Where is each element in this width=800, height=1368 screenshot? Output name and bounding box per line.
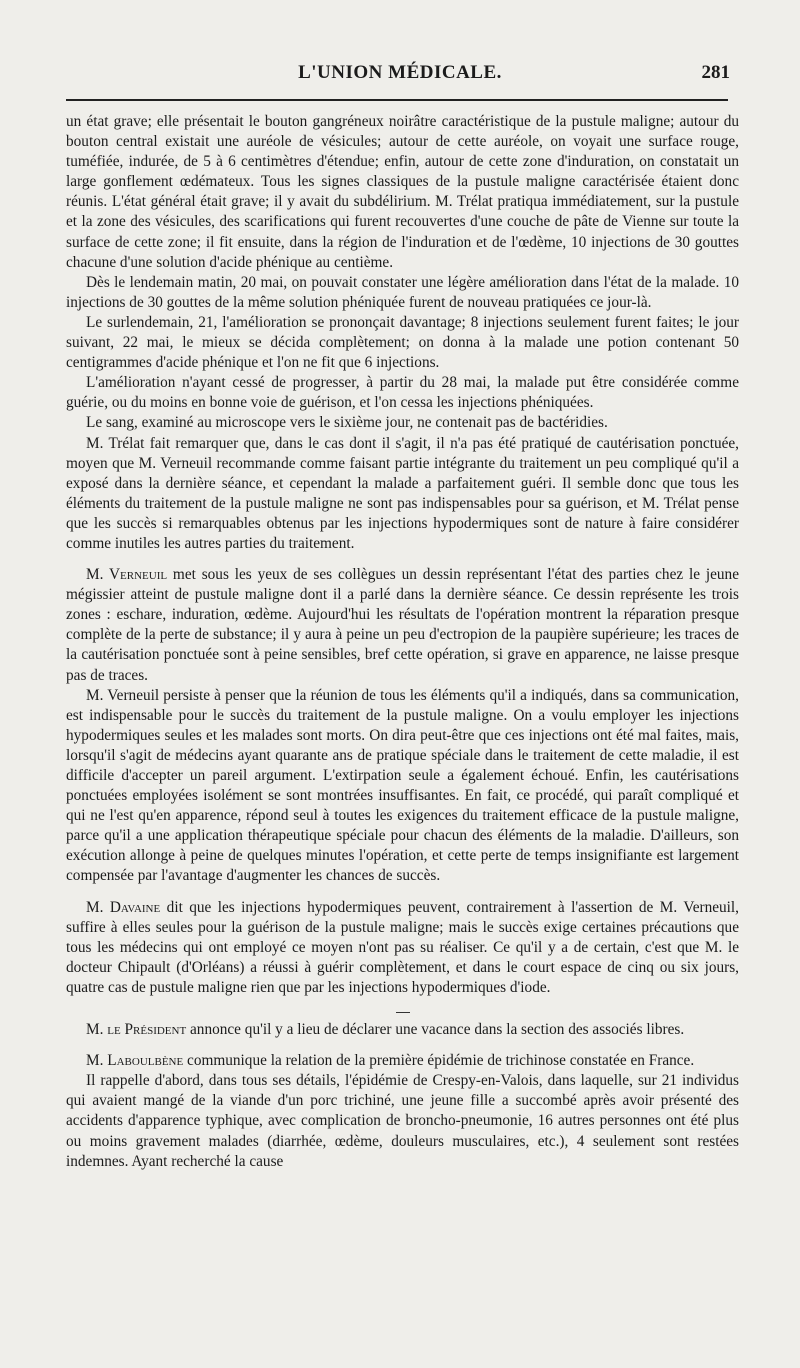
paragraph: un état grave; elle présentait le bouton gangréneux noirâtre caractéristique de la pustule maligne; autour du bouton central existait une auréole de vésicules; autour de cette auréole, on voyait une surface rouge, tuméfiée, indurée, de 5 à 6 centimètres d'étendue; enfin, autour de cette zone d'induration, on constatait un large gonflement œdémateux. Tous les signes classiques de la pustule maligne caractérisée étaient donc réunis. L'état général était grave; il y avait du subdélirium. M. Trélat pratiqua immédiatement, sur la pustule et la zone des vésicules, des scarifications qui furent recouvertes d'une couche de pâte de Vienne sur toute la surface de cette zone; il fit ensuite, dans la région de l'induration et de l'œdème, 10 injections de 30 gouttes chacune d'une solution d'acide phénique au centième. bbox=[66, 113, 739, 271]
paragraph-text: met sous les yeux de ses collègues un dessin représentant l'état des parties chez le jeune mégissier atteint de pustule maligne dont il a parlé dans la dernière séance. Ce dessin représente les trois zones : eschare, induration, œdème. Aujourd'hui les résultats de l'opération montrent la réparation presque complète de la perte de substance; il y aura à peine un peu d'ectropion de la paupière supérieure; les traces de la cautérisation ponctuée sont à peine sensibles, bref cette opération, si grave en apparence, ne laisse presque pas de traces. bbox=[66, 566, 739, 684]
paragraph: Le surlendemain, 21, l'amélioration se prononçait davantage; 8 injections seulement furent faites; le jour suivant, 22 mai, le mieux se décida complètement; on donna à la malade une potion contenant 50 centigrammes d'acide phénique et l'on ne fit que 6 injections. bbox=[66, 313, 739, 372]
paragraph bbox=[66, 898, 739, 998]
paragraph: Il rappelle d'abord, dans tous ses détails, l'épidémie de Crespy-en-Valois, dans laquelle, sur 21 individus qui avaient mangé de la viande d'un porc trichiné, une jeune fille a succombé après avoir présenté des accidents d'apparence typhique, avec complication de broncho-pneumonie, 16 autres personnes ont été plus ou moins gravement malades (diarrhée, œdème, douleurs musculaires, etc.), 4 seulement sont restées indemnes. Ayant recherché la cause bbox=[66, 1072, 739, 1170]
page-number: 281 bbox=[701, 62, 730, 83]
paragraph: L'amélioration n'ayant cessé de progresser, à partir du 28 mai, la malade put être considérée comme guérie, ou du moins en bonne voie de guérison, et l'on cessa les injections phéniquées. bbox=[66, 374, 739, 412]
speaker-name: M. Davaine bbox=[86, 898, 161, 916]
paragraph: Dès le lendemain matin, 20 mai, on pouvait constater une légère amélioration dans l'état de la malade. 10 injections de 30 gouttes de la même solution phéniquée furent de nouveau pratiquées ce jour-là. bbox=[66, 273, 739, 311]
paragraph bbox=[66, 1051, 739, 1071]
paragraph-text: annonce qu'il y a lieu de déclarer une vacance dans la section des associés libres. bbox=[186, 1021, 685, 1039]
paragraph-text: communique la relation de la première épidémie de trichinose constatée en France. bbox=[183, 1052, 695, 1070]
paragraph bbox=[66, 1020, 739, 1040]
speaker-name: M. Laboulbène bbox=[86, 1052, 184, 1070]
article-body bbox=[66, 112, 739, 1172]
paragraph-text: dit que les injections hypodermiques peuvent, contrairement à l'assertion de M. Verneuil, suffire à elles seules pour la guérison de la pustule maligne; mais le succès exige certaines précautions que tous les médecins qui ont employé ce moyen n'ont pas su réaliser. Ce qu'il y a de certain, c'est que M. le docteur Chipault (d'Orléans) a réussi à guérir complètement, et dans le court espace de cinq ou six jours, quatre cas de pustule maligne rien que par les injections hypodermiques d'iode. bbox=[66, 898, 740, 996]
speaker-name: M. le Président bbox=[86, 1021, 187, 1039]
section-separator bbox=[66, 1004, 739, 1014]
paragraph bbox=[66, 565, 739, 686]
paragraph: M. Verneuil persiste à penser que la réunion de tous les éléments qu'il a indiqués, dans sa communication, est indispensable pour le succès du traitement de la pustule maligne. On a voulu employer les injections hypodermiques seules et les malades sont morts. On dira peut-être que ces injections ont été mal faites, mais, lorsqu'il s'agit de médecins ayant quarante ans de pratique spéciale dans le traitement de cette maladie, il est difficile d'accepter un pareil argument. L'extirpation seule a également échoué. Enfin, les cautérisations ponctuées employées isolément se sont montrées insuffisantes. En fait, ce procédé, qui paraît compliqué et qui ne l'est qu'en apparence, répond seul à toutes les exigences du traitement efficace de la pustule maligne, parce qu'il a une application thérapeutique spéciale pour chacun des éléments de la maladie. D'ailleurs, son exécution allonge à peine de quelques minutes l'opération, et cette perte de temps insignifiante est largement compensée par l'avantage d'augmenter les chances de succès. bbox=[66, 686, 739, 885]
paragraph: Le sang, examiné au microscope vers le sixième jour, ne contenait pas de bactéridies. bbox=[86, 414, 608, 432]
header-rule bbox=[66, 99, 728, 101]
running-title: L'UNION MÉDICALE. bbox=[298, 62, 502, 83]
paragraph: M. Trélat fait remarquer que, dans le cas dont il s'agit, il n'a pas été pratiqué de cautérisation ponctuée, moyen que M. Verneuil recommande comme faisant partie intégrante du traitement un peu compliqué qu'il a exposé dans la dernière séance, et cependant la malade a parfaitement guéri. Il semble donc que tous les éléments du traitement de la pustule maligne ne sont pas indispensables pour sa guérison, et M. Trélat pense que les succès si remarquables obtenus par les injections hypodermiques sont de nature à faire considérer comme inutiles les autres parties du traitement. bbox=[66, 434, 739, 552]
page-header bbox=[60, 62, 740, 92]
speaker-name: M. Verneuil bbox=[86, 566, 168, 584]
